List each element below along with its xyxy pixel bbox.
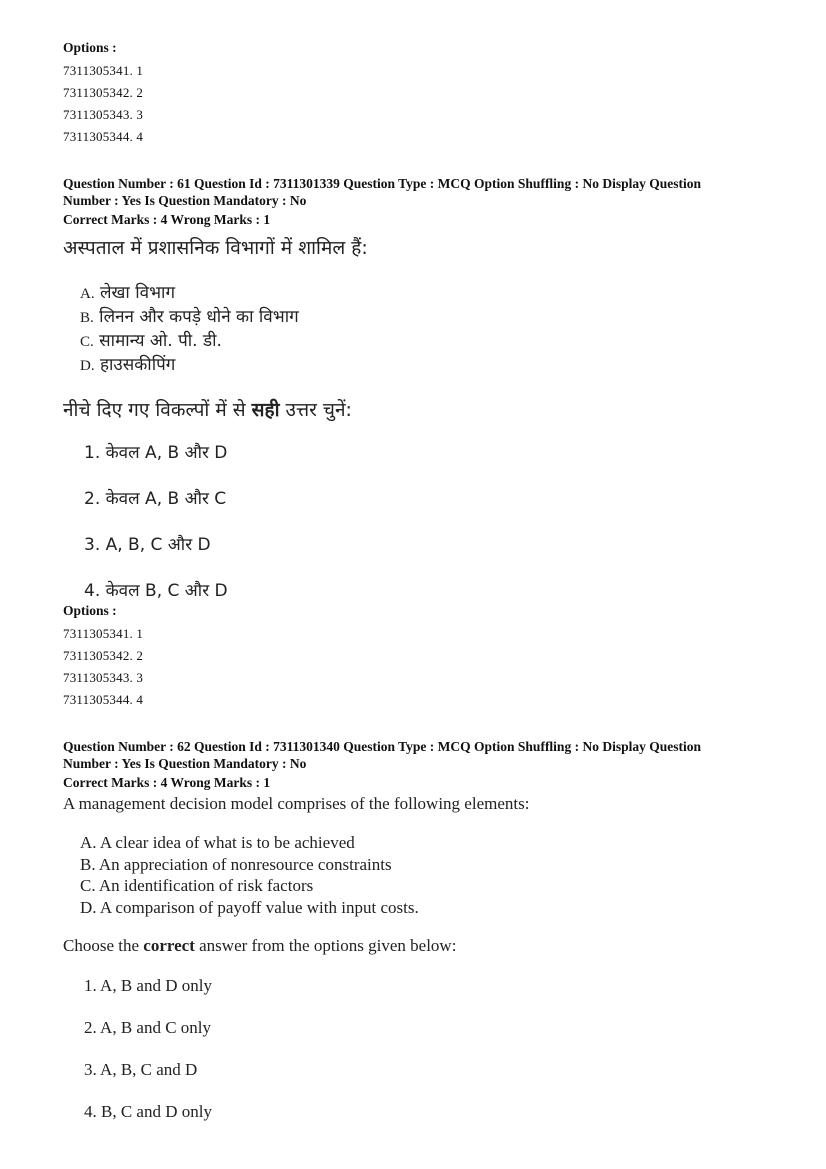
q61-item-c: C. सामान्य ओ. पी. डी. — [80, 331, 222, 351]
q62-item-c: C. An identification of risk factors — [80, 876, 314, 895]
q62-item-b: B. An appreciation of nonresource constraints — [80, 855, 392, 874]
q61-choice-1: 1. केवल A, B और D — [84, 443, 228, 463]
q62-meta-line1: Question Number : 62 Question Id : 7311301340 Question Type : MCQ Option Shuffling : No Display Question — [63, 739, 701, 754]
q61-item-a: A. लेखा विभाग — [80, 283, 176, 303]
option-row: 7311305344. 4 — [63, 692, 144, 707]
q61-item-b: B. लिनन और कपड़े धोने का विभाग — [80, 307, 299, 327]
option-row: 7311305344. 4 — [63, 129, 144, 144]
q61-instruction: नीचे दिए गए विकल्पों में से सही उत्तर चुनें: — [63, 399, 352, 421]
q61-item-d: D. हाउसकीपिंग — [80, 355, 176, 375]
q62-choice-4: 4. B, C and D only — [84, 1102, 212, 1121]
q61-meta-line1: Question Number : 61 Question Id : 7311301339 Question Type : MCQ Option Shuffling : No Display Question — [63, 176, 701, 191]
options-label: Options : — [63, 40, 117, 55]
q61-options-label: Options : — [63, 603, 117, 618]
q61-marks: Correct Marks : 4 Wrong Marks : 1 — [63, 212, 271, 227]
q62-choice-1: 1. A, B and D only — [84, 976, 212, 995]
q62-item-a: A. A clear idea of what is to be achieved — [80, 833, 355, 852]
q62-instruction: Choose the correct answer from the options given below: — [63, 936, 457, 955]
q61-choice-2: 2. केवल A, B और C — [84, 489, 227, 509]
option-row: 7311305343. 3 — [63, 107, 144, 122]
option-row: 7311305341. 1 — [63, 626, 144, 641]
q62-choice-3: 3. A, B, C and D — [84, 1060, 198, 1079]
option-row: 7311305342. 2 — [63, 648, 144, 663]
q61-choice-4: 4. केवल B, C और D — [84, 581, 228, 601]
q62-meta-line2: Number : Yes Is Question Mandatory : No — [63, 756, 307, 771]
q61-stem: अस्पताल में प्रशासनिक विभागों में शामिल हैं: — [63, 237, 368, 259]
option-row: 7311305341. 1 — [63, 63, 144, 78]
q62-marks: Correct Marks : 4 Wrong Marks : 1 — [63, 775, 271, 790]
option-row: 7311305342. 2 — [63, 85, 144, 100]
option-row: 7311305343. 3 — [63, 670, 144, 685]
q61-meta-line2: Number : Yes Is Question Mandatory : No — [63, 193, 307, 208]
q62-stem: A management decision model comprises of the following elements: — [63, 794, 530, 813]
q62-choice-2: 2. A, B and C only — [84, 1018, 212, 1037]
q61-choice-3: 3. A, B, C और D — [84, 535, 211, 555]
q62-item-d: D. A comparison of payoff value with input costs. — [80, 898, 419, 917]
